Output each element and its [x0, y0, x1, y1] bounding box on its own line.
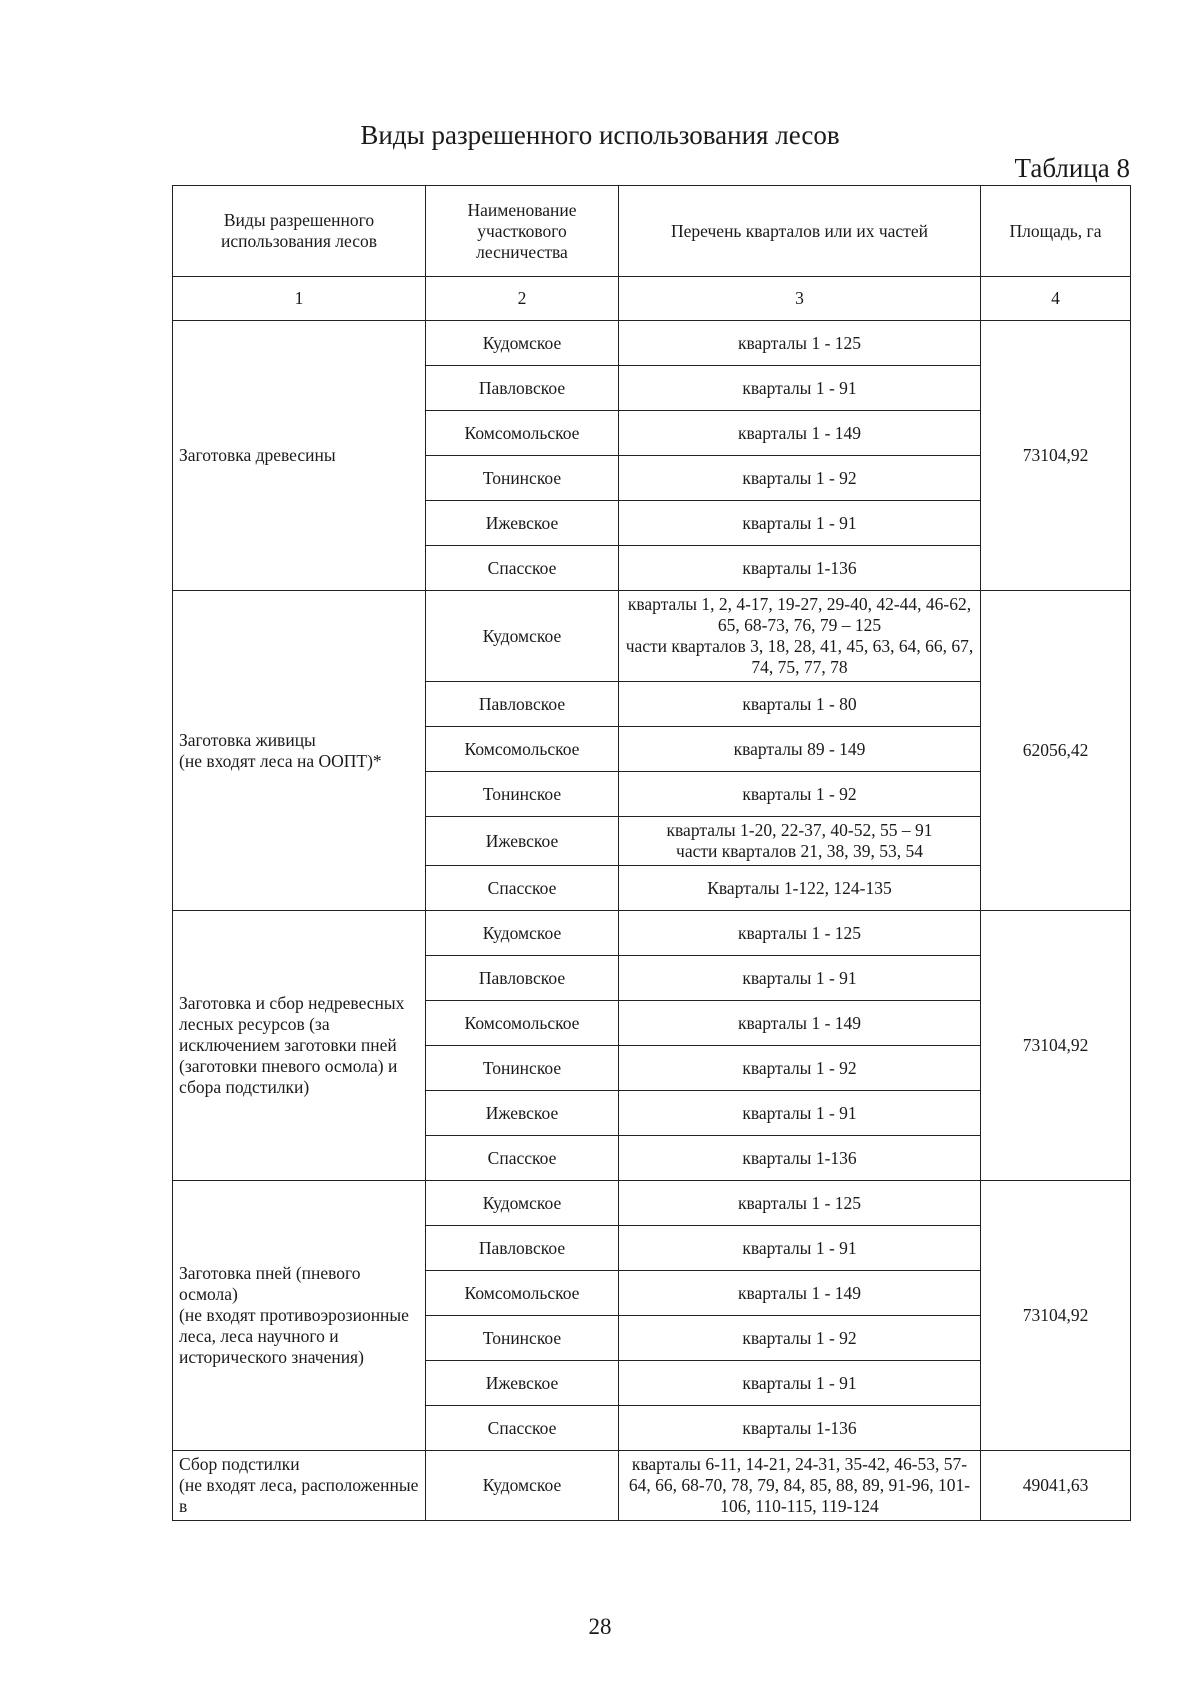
column-number: 3	[619, 277, 981, 321]
use-type-cell: Заготовка древесины	[173, 321, 426, 591]
quarters-cell: кварталы 1 - 91	[619, 501, 981, 546]
forestry-cell: Комсомольское	[426, 1271, 619, 1316]
forestry-cell: Кудомское	[426, 1451, 619, 1521]
area-cell: 73104,92	[981, 911, 1131, 1181]
table-row	[173, 1181, 1131, 1226]
quarters-cell: кварталы 1, 2, 4-17, 19-27, 29-40, 42-44, 46-62, 65, 68-73, 76, 79 – 125 части кварталов 3, 18, 28, 41, 45, 63, 64, 66, 67, 74, 75, 77, 78	[619, 591, 981, 682]
forest-use-table	[172, 185, 1131, 1521]
forestry-cell: Павловское	[426, 1226, 619, 1271]
area-cell: 73104,92	[981, 321, 1131, 591]
quarters-cell: кварталы 1 - 91	[619, 1361, 981, 1406]
forestry-cell: Тонинское	[426, 772, 619, 817]
use-type-cell: Заготовка и сбор недревесных лесных ресурсов (за исключением заготовки пней (заготовки пневого осмола) и сбора подстилки)	[173, 911, 426, 1181]
table-row	[173, 911, 1131, 956]
quarters-cell: кварталы 1 - 125	[619, 321, 981, 366]
forestry-cell: Павловское	[426, 366, 619, 411]
quarters-cell: кварталы 1 - 91	[619, 1091, 981, 1136]
quarters-cell: кварталы 1 - 92	[619, 772, 981, 817]
quarters-cell: кварталы 1-136	[619, 1406, 981, 1451]
table-row	[173, 1451, 1131, 1521]
column-number: 4	[981, 277, 1131, 321]
quarters-cell: кварталы 1 - 91	[619, 366, 981, 411]
quarters-cell: кварталы 1 - 149	[619, 1001, 981, 1046]
forestry-cell: Ижевское	[426, 1361, 619, 1406]
table-label: Таблица 8	[1014, 153, 1130, 183]
area-cell: 62056,42	[981, 591, 1131, 911]
page-number: 28	[588, 1614, 612, 1639]
header-use-type: Виды разрешенного использования лесов	[173, 186, 426, 277]
column-number: 2	[426, 277, 619, 321]
area-cell: 73104,92	[981, 1181, 1131, 1451]
header-forestry-name: Наименование участкового лесничества	[426, 186, 619, 277]
quarters-cell: кварталы 89 - 149	[619, 727, 981, 772]
column-number: 1	[173, 277, 426, 321]
quarters-cell: кварталы 1 - 91	[619, 1226, 981, 1271]
quarters-cell: кварталы 1 - 92	[619, 456, 981, 501]
forestry-cell: Тонинское	[426, 1316, 619, 1361]
forestry-cell: Ижевское	[426, 501, 619, 546]
quarters-cell: кварталы 1-136	[619, 546, 981, 591]
quarters-cell: кварталы 1 - 125	[619, 1181, 981, 1226]
use-type-cell: Сбор подстилки (не входят леса, расположенные в	[173, 1451, 426, 1521]
quarters-cell: кварталы 6-11, 14-21, 24-31, 35-42, 46-53, 57-64, 66, 68-70, 78, 79, 84, 85, 88, 89, 91-96, 101-106, 110-115, 119-124	[619, 1451, 981, 1521]
forestry-cell: Кудомское	[426, 591, 619, 682]
page-title: Виды разрешенного использования лесов	[360, 120, 840, 150]
forestry-cell: Спасское	[426, 1136, 619, 1181]
quarters-cell: кварталы 1 - 92	[619, 1316, 981, 1361]
forestry-cell: Спасское	[426, 546, 619, 591]
forestry-cell: Комсомольское	[426, 727, 619, 772]
quarters-cell: кварталы 1-136	[619, 1136, 981, 1181]
use-type-cell: Заготовка пней (пневого осмола) (не входят противоэрозионные леса, леса научного и исторического значения)	[173, 1181, 426, 1451]
forestry-cell: Тонинское	[426, 1046, 619, 1091]
table-row	[173, 591, 1131, 682]
quarters-cell: кварталы 1 - 80	[619, 682, 981, 727]
quarters-cell: кварталы 1-20, 22-37, 40-52, 55 – 91 части кварталов 21, 38, 39, 53, 54	[619, 817, 981, 866]
forestry-cell: Ижевское	[426, 817, 619, 866]
forestry-cell: Комсомольское	[426, 411, 619, 456]
quarters-cell: кварталы 1 - 125	[619, 911, 981, 956]
quarters-cell: кварталы 1 - 149	[619, 1271, 981, 1316]
quarters-cell: кварталы 1 - 91	[619, 956, 981, 1001]
quarters-cell: Кварталы 1-122, 124-135	[619, 866, 981, 911]
quarters-cell: кварталы 1 - 149	[619, 411, 981, 456]
area-cell: 49041,63	[981, 1451, 1131, 1521]
forestry-cell: Комсомольское	[426, 1001, 619, 1046]
forestry-cell: Кудомское	[426, 321, 619, 366]
forestry-cell: Кудомское	[426, 911, 619, 956]
forestry-cell: Павловское	[426, 682, 619, 727]
use-type-cell: Заготовка живицы (не входят леса на ООПТ)*	[173, 591, 426, 911]
quarters-cell: кварталы 1 - 92	[619, 1046, 981, 1091]
table-row	[173, 321, 1131, 366]
header-quarters-list: Перечень кварталов или их частей	[619, 186, 981, 277]
forestry-cell: Павловское	[426, 956, 619, 1001]
forestry-cell: Ижевское	[426, 1091, 619, 1136]
forestry-cell: Кудомское	[426, 1181, 619, 1226]
table-body	[173, 321, 1131, 1521]
forestry-cell: Спасское	[426, 1406, 619, 1451]
header-area: Площадь, га	[981, 186, 1131, 277]
forestry-cell: Тонинское	[426, 456, 619, 501]
forestry-cell: Спасское	[426, 866, 619, 911]
